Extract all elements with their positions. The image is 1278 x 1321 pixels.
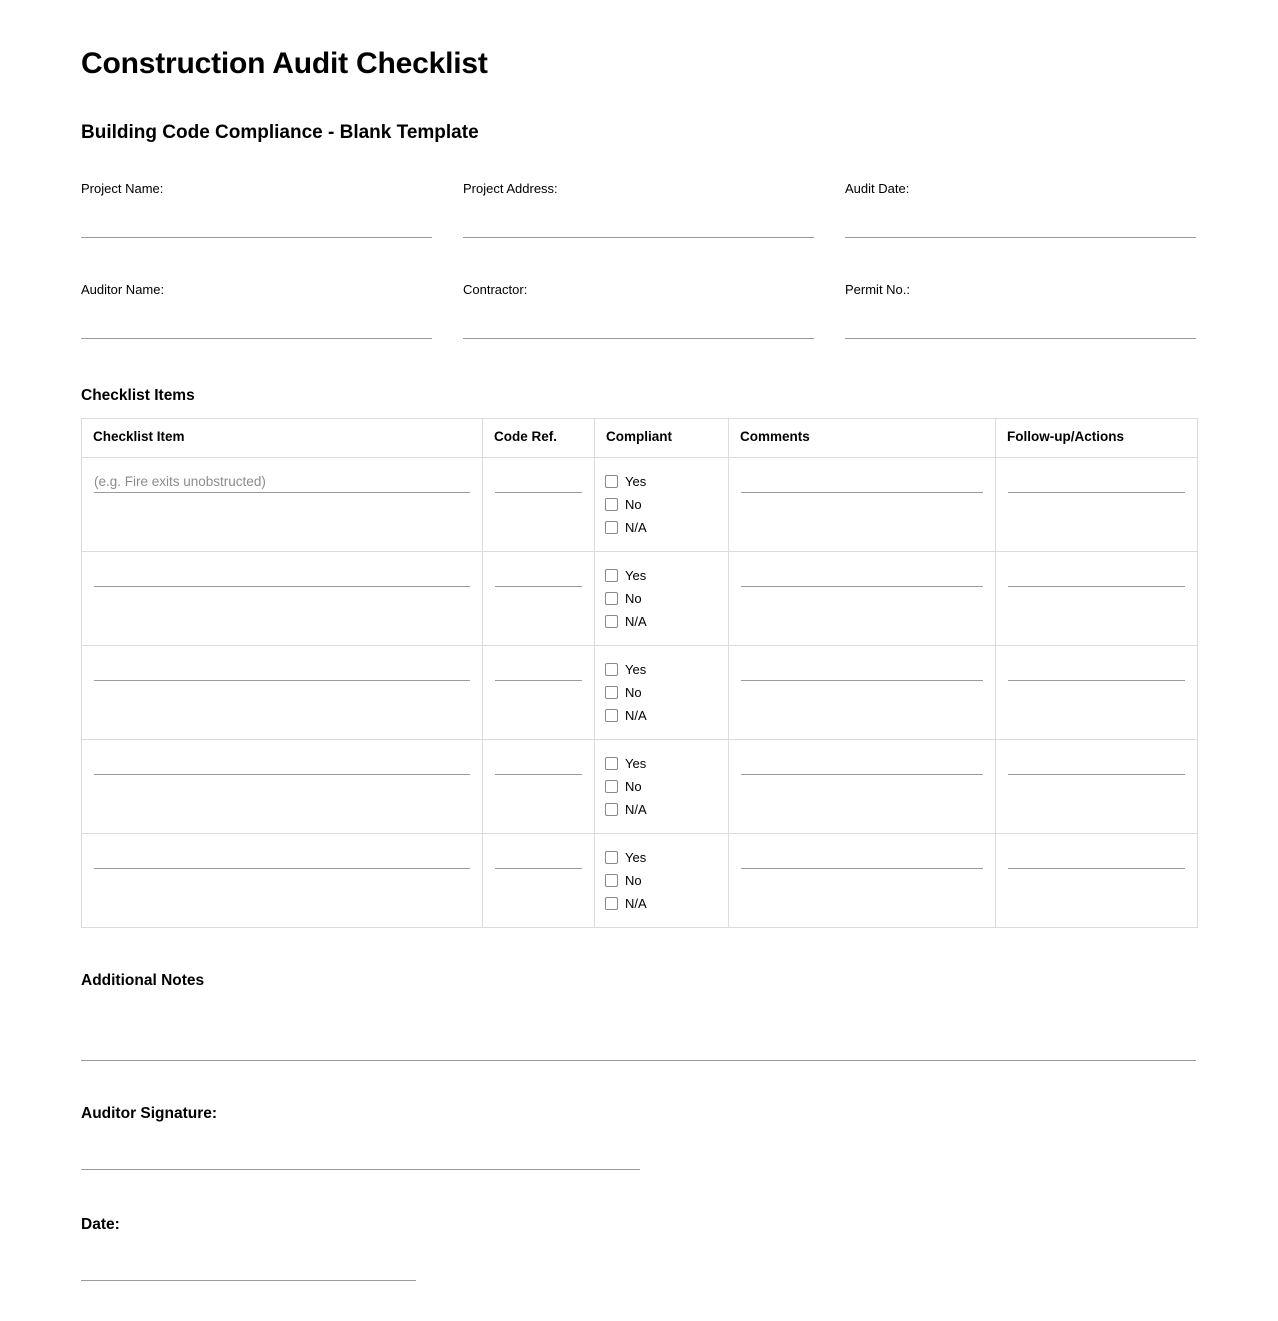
checkbox-icon[interactable]	[605, 592, 618, 605]
cell-checklist-item	[82, 457, 483, 551]
cell-compliant	[595, 645, 729, 739]
project-address-input[interactable]	[463, 210, 814, 238]
comments-cell-body	[729, 834, 995, 927]
code-ref-cell-body	[483, 458, 594, 551]
signature-date-label: Date:	[81, 1216, 120, 1234]
checkbox-icon[interactable]	[605, 757, 618, 770]
checkbox-icon[interactable]	[605, 874, 618, 887]
comments-cell-body	[729, 458, 995, 551]
code-ref-cell-body	[483, 552, 594, 645]
auditor-signature-input[interactable]	[81, 1134, 640, 1170]
cell-code-ref	[483, 833, 595, 927]
compliant-options-group	[595, 834, 728, 915]
follow-up-input[interactable]	[1008, 848, 1185, 869]
column-header-compliant: Compliant	[595, 418, 729, 457]
field-label-permit-no: Permit No.:	[845, 282, 911, 298]
cell-checklist-item	[82, 645, 483, 739]
checklist-table-body	[82, 457, 1198, 927]
checklist-item-cell-body	[82, 740, 482, 833]
cell-comments	[729, 833, 996, 927]
comments-cell-body	[729, 740, 995, 833]
auditor-signature-label: Auditor Signature:	[81, 1105, 218, 1123]
auditor-name-input[interactable]	[81, 311, 432, 339]
compliant-option-n-a[interactable]	[605, 516, 728, 539]
table-row	[82, 833, 1198, 927]
column-header-follow-up: Follow-up/Actions	[996, 418, 1198, 457]
compliant-option-n-a[interactable]	[605, 798, 728, 821]
checklist-item-cell-body	[82, 646, 482, 739]
checklist-items-title: Checklist Items	[81, 387, 195, 405]
table-row	[82, 739, 1198, 833]
follow-up-cell-body	[996, 740, 1197, 833]
comments-input[interactable]	[741, 848, 983, 869]
compliant-option-label: N/A	[625, 707, 647, 723]
compliant-option-label: Yes	[625, 849, 647, 865]
checklist-item-input[interactable]	[94, 472, 470, 493]
cell-comments	[729, 457, 996, 551]
follow-up-cell-body	[996, 552, 1197, 645]
code-ref-input[interactable]	[495, 660, 582, 681]
cell-compliant	[595, 457, 729, 551]
cell-checklist-item	[82, 833, 483, 927]
comments-input[interactable]	[741, 472, 983, 493]
checklist-item-cell-body	[82, 458, 482, 551]
comments-cell-body	[729, 552, 995, 645]
cell-compliant	[595, 833, 729, 927]
cell-code-ref	[483, 645, 595, 739]
follow-up-cell-body	[996, 458, 1197, 551]
compliant-option-no[interactable]	[605, 493, 728, 516]
table-row	[82, 457, 1198, 551]
compliant-option-label: Yes	[625, 473, 647, 489]
compliant-option-label: No	[625, 684, 642, 700]
checklist-table	[81, 418, 1198, 928]
code-ref-input[interactable]	[495, 472, 582, 493]
field-label-audit-date: Audit Date:	[845, 180, 910, 196]
field-auditor-name	[81, 282, 432, 339]
compliant-option-no[interactable]	[605, 775, 728, 798]
checklist-section-heading	[81, 387, 1196, 406]
field-label-auditor-name: Auditor Name:	[81, 282, 165, 298]
additional-notes-title: Additional Notes	[81, 971, 205, 989]
checkbox-icon[interactable]	[605, 851, 618, 864]
compliant-option-yes[interactable]	[605, 846, 728, 869]
compliant-option-n-a[interactable]	[605, 892, 728, 915]
field-contractor	[463, 282, 814, 339]
follow-up-input[interactable]	[1008, 754, 1185, 775]
field-label-project-address: Project Address:	[463, 180, 558, 196]
signature-date-section	[81, 1216, 1196, 1281]
comments-input[interactable]	[741, 660, 983, 681]
cell-follow-up	[996, 739, 1198, 833]
additional-notes-input[interactable]	[81, 1004, 1196, 1061]
compliant-options-group	[595, 552, 728, 633]
cell-comments	[729, 739, 996, 833]
compliant-options-group	[595, 740, 728, 821]
compliant-option-no[interactable]	[605, 681, 728, 704]
checklist-table-head	[82, 418, 1198, 457]
table-row	[82, 551, 1198, 645]
checklist-item-input[interactable]	[94, 660, 470, 681]
project-info-grid	[81, 181, 1196, 238]
project-name-input[interactable]	[81, 210, 432, 238]
cell-follow-up	[996, 645, 1198, 739]
checkbox-icon[interactable]	[605, 780, 618, 793]
field-label-contractor: Contractor:	[463, 282, 528, 298]
follow-up-cell-body	[996, 834, 1197, 927]
follow-up-input[interactable]	[1008, 566, 1185, 587]
compliant-options-group	[595, 646, 728, 727]
code-ref-cell-body	[483, 646, 594, 739]
follow-up-cell-body	[996, 646, 1197, 739]
compliant-option-label: N/A	[625, 895, 647, 911]
cell-code-ref	[483, 739, 595, 833]
code-ref-cell-body	[483, 834, 594, 927]
compliant-option-label: No	[625, 590, 642, 606]
checkbox-icon[interactable]	[605, 803, 618, 816]
field-audit-date	[845, 181, 1196, 238]
code-ref-input[interactable]	[495, 566, 582, 587]
checkbox-icon[interactable]	[605, 663, 618, 676]
column-header-comments: Comments	[729, 418, 996, 457]
additional-notes-section	[81, 972, 1196, 1062]
follow-up-input[interactable]	[1008, 660, 1185, 681]
column-header-checklist-item: Checklist Item	[82, 418, 483, 457]
page-subtitle: Building Code Compliance - Blank Template	[81, 122, 479, 143]
column-header-code-ref: Code Ref.	[483, 418, 595, 457]
auditor-info-grid	[81, 238, 1196, 339]
compliant-option-n-a[interactable]	[605, 704, 728, 727]
compliant-option-yes[interactable]	[605, 564, 728, 587]
compliant-option-no[interactable]	[605, 587, 728, 610]
comments-input[interactable]	[741, 566, 983, 587]
cell-compliant	[595, 739, 729, 833]
cell-follow-up	[996, 457, 1198, 551]
permit-no-input[interactable]	[845, 311, 1196, 339]
field-project-name	[81, 181, 432, 238]
checklist-item-placeholder: (e.g. Fire exits unobstructed)	[94, 473, 266, 489]
compliant-option-label: N/A	[625, 613, 647, 629]
compliant-option-label: No	[625, 496, 642, 512]
follow-up-input[interactable]	[1008, 472, 1185, 493]
cell-code-ref	[483, 551, 595, 645]
contractor-input[interactable]	[463, 311, 814, 339]
compliant-option-no[interactable]	[605, 869, 728, 892]
compliant-option-label: No	[625, 778, 642, 794]
cell-comments	[729, 645, 996, 739]
checkbox-icon[interactable]	[605, 498, 618, 511]
field-permit-no	[845, 282, 1196, 339]
table-row	[82, 645, 1198, 739]
compliant-option-label: N/A	[625, 519, 647, 535]
checklist-item-cell-body	[82, 834, 482, 927]
compliant-option-label: Yes	[625, 661, 647, 677]
cell-checklist-item	[82, 739, 483, 833]
audit-date-input[interactable]	[845, 210, 1196, 238]
cell-checklist-item	[82, 551, 483, 645]
code-ref-input[interactable]	[495, 754, 582, 775]
signature-date-input[interactable]	[81, 1245, 416, 1281]
checkbox-icon[interactable]	[605, 686, 618, 699]
checklist-item-input[interactable]	[94, 754, 470, 775]
checkbox-icon[interactable]	[605, 521, 618, 534]
cell-compliant	[595, 551, 729, 645]
cell-comments	[729, 551, 996, 645]
cell-follow-up	[996, 551, 1198, 645]
checkbox-icon[interactable]	[605, 569, 618, 582]
code-ref-cell-body	[483, 740, 594, 833]
checklist-item-input[interactable]	[94, 566, 470, 587]
auditor-signature-section	[81, 1105, 1196, 1170]
cell-code-ref	[483, 457, 595, 551]
field-project-address	[463, 181, 814, 238]
compliant-option-yes[interactable]	[605, 658, 728, 681]
compliant-option-yes[interactable]	[605, 752, 728, 775]
table-header-row	[82, 418, 1198, 457]
checklist-item-cell-body	[82, 552, 482, 645]
compliant-option-label: N/A	[625, 801, 647, 817]
checkbox-icon[interactable]	[605, 709, 618, 722]
code-ref-input[interactable]	[495, 848, 582, 869]
page-title: Construction Audit Checklist	[81, 47, 488, 80]
checkbox-icon[interactable]	[605, 615, 618, 628]
checkbox-icon[interactable]	[605, 475, 618, 488]
compliant-option-label: No	[625, 872, 642, 888]
compliant-option-label: Yes	[625, 755, 647, 771]
comments-cell-body	[729, 646, 995, 739]
compliant-option-n-a[interactable]	[605, 610, 728, 633]
cell-follow-up	[996, 833, 1198, 927]
checklist-item-input[interactable]	[94, 848, 470, 869]
checkbox-icon[interactable]	[605, 897, 618, 910]
compliant-option-label: Yes	[625, 567, 647, 583]
field-label-project-name: Project Name:	[81, 180, 164, 196]
compliant-options-group	[595, 458, 728, 539]
compliant-option-yes[interactable]	[605, 470, 728, 493]
comments-input[interactable]	[741, 754, 983, 775]
